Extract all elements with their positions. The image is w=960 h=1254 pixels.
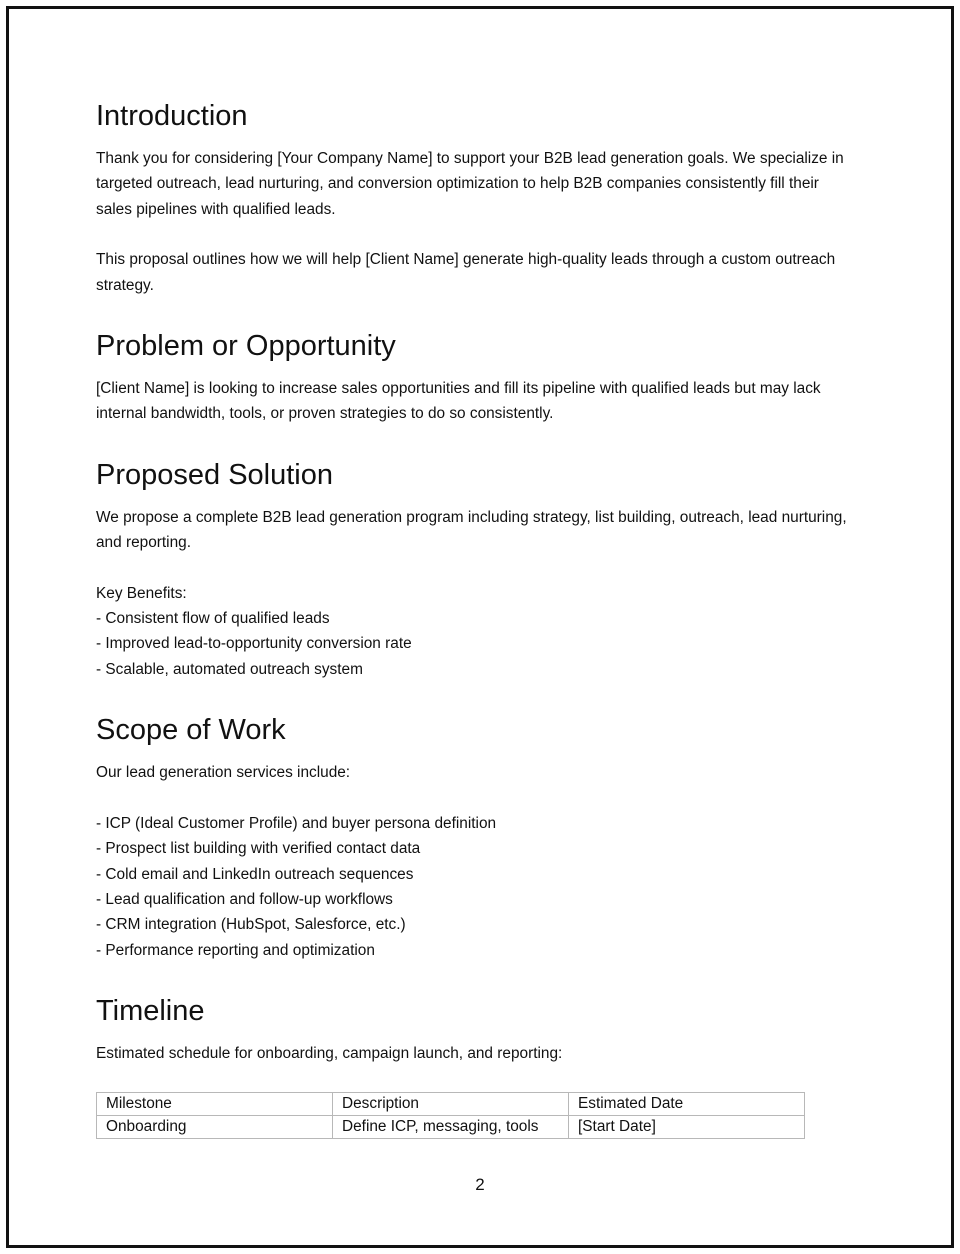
benefits-list: [96, 606, 856, 682]
table-cell: [Start Date]: [569, 1115, 805, 1138]
introduction-paragraph-2: This proposal outlines how we will help [Client Name] generate high-quality leads through a custom outreach strategy.: [96, 251, 836, 294]
scope-intro: Our lead generation services include:: [96, 764, 351, 782]
document-body: [96, 96, 856, 1139]
section-timeline: [96, 991, 856, 1138]
heading-solution: Proposed Solution: [96, 458, 333, 491]
heading-problem: Problem or Opportunity: [96, 330, 396, 363]
list-item: - Prospect list building with verified contact data: [96, 840, 421, 858]
section-introduction: [96, 96, 856, 298]
solution-paragraph-1: We propose a complete B2B lead generation program including strategy, list building, outreach, lead nurturing, and reporting.: [96, 508, 847, 552]
table-header-cell: Description: [333, 1092, 569, 1115]
section-solution: [96, 455, 856, 682]
timeline-intro: Estimated schedule for onboarding, campaign launch, and reporting:: [96, 1045, 563, 1063]
table-row: [97, 1115, 805, 1138]
list-item: - ICP (Ideal Customer Profile) and buyer persona definition: [96, 814, 497, 832]
list-item: - Performance reporting and optimization: [96, 941, 375, 959]
section-scope: [96, 710, 856, 963]
list-item: - Consistent flow of qualified leads: [96, 610, 330, 628]
introduction-paragraph-1: Thank you for considering [Your Company Name] to support your B2B lead generation goals. We specialize in targeted outreach, lead nurturing, and conversion optimization to help B2B companies consistently fill their sales pipelines with qualified leads.: [96, 150, 844, 218]
heading-scope: Scope of Work: [96, 714, 286, 747]
table-header-cell: Estimated Date: [569, 1092, 805, 1115]
heading-introduction: Introduction: [96, 100, 248, 132]
scope-list: [96, 811, 856, 963]
heading-timeline: Timeline: [96, 995, 205, 1028]
page-number: 2: [475, 1175, 485, 1194]
list-item: - Cold email and LinkedIn outreach sequences: [96, 865, 414, 883]
table-header-cell: Milestone: [97, 1092, 333, 1115]
list-item: - CRM integration (HubSpot, Salesforce, etc.): [96, 916, 406, 934]
list-item: - Improved lead-to-opportunity conversion rate: [96, 635, 412, 653]
timeline-table: [96, 1092, 805, 1139]
list-item: - Lead qualification and follow-up workflows: [96, 890, 393, 908]
benefits-label: Key Benefits:: [96, 584, 187, 602]
list-item: - Scalable, automated outreach system: [96, 660, 363, 678]
table-header-row: [97, 1092, 805, 1115]
table-cell: Onboarding: [97, 1115, 333, 1138]
problem-paragraph-1: [Client Name] is looking to increase sales opportunities and fill its pipeline with qualified leads but may lack internal bandwidth, tools, or proven strategies to do so consistently.: [96, 380, 821, 423]
section-problem: [96, 326, 856, 427]
table-cell: Define ICP, messaging, tools: [333, 1115, 569, 1138]
